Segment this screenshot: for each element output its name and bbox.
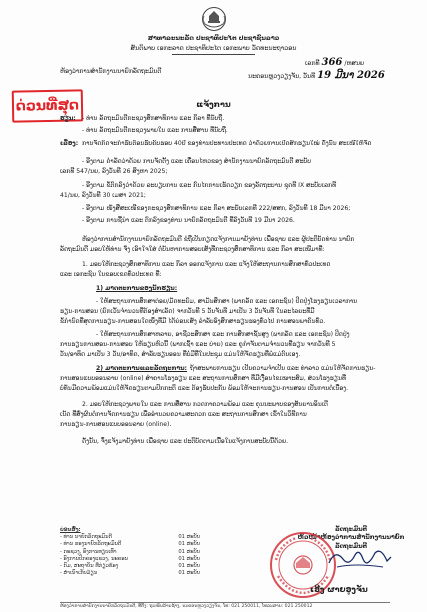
item1-line: ແລະ ເອກະຊົນ ໃນຂອບເຂດທົ່ວປະເທດ ທີ່: bbox=[60, 271, 162, 278]
signatory-name: ເອີງ ຜາຍອູງຈັນ bbox=[310, 585, 368, 594]
intro-line: ຫ້ອງວ່າການສຳນັກງານນາຍົກລັດຖະມົນຕີ ຂໍຖືເປັນກຽດແຈ້ງການມາຍັງທ່ານ ເພື່ອຊາບ ແລະ ຜູ້ປະຕິບັດທ່ານ ນາຍົກ bbox=[82, 236, 355, 243]
item1-2-line: ການສອນແບບອອນລາຍ (online) ສຳຄານໂຮງຮຽນ ແລະ ສະຖານການສຶກສາ ທີ່ມີເງື່ອນໄຂເໝາະສົມ, ສ່ວນໂຮງຮຽນທີ່ bbox=[60, 375, 346, 382]
closing-line: ດັ່ງນັ້ນ, ຈຶ່ງແຈ້ງມາຍັງທ່ານ ເພື່ອຊາບ ແລະ ປະຕິບັດຕາມເນື້ອໃນແຈ້ງການສະບັບນີ້ດ້ວຍ. bbox=[82, 438, 289, 445]
national-emblem-icon bbox=[200, 6, 228, 32]
item1-2-title: 2) ມາດຕະການແລະລັດຖະການ: bbox=[96, 365, 187, 372]
item1-1-line: ຮຽນ-ການສອນ (ຍົກເວັ້ນຈຳນວນທີ່ຕ້ອງສຳເລັດ) ຈາກວັນທີ 5 ວັນຈັນທີ ມາເປັນ 3 ວັນຈັນທີ ໃນລະໄລຍະທີ່ມີ bbox=[60, 308, 315, 315]
recipient-line: - ທ່ານ ລັດຖະມົນຕີກະຊວງພາຍໃນ ແລະ ການສື່ສານ ທີ່ນັບຖື. bbox=[82, 127, 228, 134]
item2-line: ເນັດ ທີ່ສົ່ງຜົນຕໍ່ການຈັດການຮຽນ ເພື່ອອຳນວຍຄວາມສະດວກ ແລະ ສະຖານການສຶກສາ ເຂົ້າໃນວິທີການ bbox=[60, 411, 307, 418]
handwritten-signature-icon bbox=[325, 545, 395, 573]
document-date: 19 ມີນາ 2026 bbox=[317, 70, 385, 81]
reference-line: - ອີງຕາມ ການຊີ້ນຳ ແລະ ຕົກລົງຂອງທ່ານ ນາຍົກລັດຖະມົນຕີ ທີ່ລົງວັນທີ 19 ມີນາ 2026. bbox=[82, 217, 295, 224]
item1-2-line: ຖ້າສະພາບການຮຽນ ເປັນຄວາມຈຳເປັນ ແລະ ທ່າລາວ ແມ່ນໃຫ້ຈັດການຮຽນ- bbox=[190, 365, 376, 372]
document-number: ເລກທີ 366 /ຫສນຍ bbox=[305, 57, 365, 68]
distribution-row: - ສຳເນົາເກັບມ້ຽນ 01 ສະບັບ bbox=[60, 570, 200, 577]
header-divider bbox=[172, 54, 255, 55]
reference-line: ເລກທີ 547/ນຍ, ລົງວັນທີ 26 ສິງຫາ 2025; bbox=[60, 168, 168, 175]
item1-line: 1. ມອບໃຫ້ກະຊວງສຶກສາທິການ ແລະ ກິລາ ອອກແຈ້ງການ ແລະ ແຈ້ງໃຫ້ສະຖານການສຶກສາທົ່ວປະເທດ bbox=[82, 261, 331, 268]
reference-line: 41/ນຍ, ລົງວັນທີ 30 ເມສາ 2021; bbox=[60, 192, 146, 199]
distribution-row: - ກະຊວງ, ອົງການທຽບເທົ່າ 01 ສະບັບ bbox=[60, 548, 200, 555]
distribution-list bbox=[60, 527, 200, 577]
country-name: ສາທາລະນະລັດ ປະຊາທິປະໄຕ ປະຊາຊົນລາວ bbox=[147, 34, 280, 42]
item1-1-line: ຂໍ້ກຳນົດທີ່ສຸດການຮຽນ-ການສອນໃດໜຶ່ງທີ່ມີ ໄດ້ຍ່ອນເສັງ ລຳລັບອົງສຶກສາຮຽນຮອງທົ່ວໄປ ການສອນພາຄົນທົ່ວ. bbox=[60, 318, 326, 325]
distribution-row: - ທ່ານ ນາຍົກລັດຖະມົນຕີ 01 ສະບັບ bbox=[60, 534, 200, 541]
reference-line: - ອີງຕາມ ໜັງສືສະເໜີຂອງກະຊວງສຶກສາທິການ ແລະ ກິລາ ສະບັບເລກທີ 222/ສສກ, ລົງວັນທີ 18 ມີນາ 2026; bbox=[82, 205, 351, 212]
item1-1-line: ວັນ/ອາທິດ ມາເປັນ 3 ວັນ/ອາທິດ, ສຳລັບຮຽນອອນ ທີ່ບໍ່ມີທີ່ໃນປະຊຸມ ແມ່ນໃຫ້ຈັດຮຽນທີ່ພໍ່ແມ່ຕົນເອງ. bbox=[60, 351, 301, 358]
distribution-row: - ກົມ, ສະຖາບັນ ທີ່ກ່ຽວຂ້ອງ 01 ສະບັບ bbox=[60, 563, 200, 570]
distribution-title: ບ່ອນສົ່ງ: bbox=[60, 527, 81, 533]
subject-text: ການຈັດກິດຈະກຳຮັບຕ້ອນຮັບຄົບຮອບ 40ປີ ຂອງທ່ານປະທານປະເທດ ວ່າດ້ວຍການເປີດສົກຮຽນໃໝ່ ດັ່ງນັ້ນ ສະເໜີໃຫ້ຈັດ bbox=[82, 140, 372, 147]
item1-1-title: 1) ມາດຕະການຂອງນັກຮຽນ: bbox=[96, 285, 178, 292]
document-title: ແຈ້ງການ bbox=[196, 100, 231, 109]
recipient-line: - ທ່ານ ລັດຖະມົນຕີກະຊວງສຶກສາທິການ ແລະ ກິລາ ທີ່ນັບຖື. bbox=[82, 115, 225, 122]
intro-line: ລັດຖະມົນຕີ ມອບໃຫ້ທ່ານ ຈົ່ງ ເອົາໃຈໃສ່ ຕໍ່ບັນຫາການສອບເສັງທີ່ກະຊວງສຶກສາທິການ ແລະ ກິລາ ສະເໜີມາທີ່: bbox=[60, 246, 325, 253]
urgent-stamp: ດ່ວນທີ່ສຸດ bbox=[12, 89, 84, 122]
reference-line: - ອີງຕາມ ດຳລັດວ່າດ້ວຍ ການຈັດຕັ້ງ ແລະ ເຄື່ອນໄຫວຂອງ ສຳນັກງານນາຍົກລັດຖະມົນຕີ ສະບັບ bbox=[82, 158, 312, 165]
reference-line: - ອີງຕາມ ຂໍ້ຕົກລົງວ່າດ້ວຍ ລະບຽບການ ແລະ ກົນໄກການເຮັດວຽກ ຂອງລັດຖະບານ ຊຸດທີ IX ສະບັບເລກທີ bbox=[82, 182, 337, 189]
signatory-title: ລັດຖະມົນຕີ ຫົວໜ້າຫ້ອງວ່າການສຳນັກງານນາຍົກລັດຖະມົນຕີ bbox=[297, 526, 405, 550]
distribution-row: - ອົງການປົກຄອງແຂວງ, ນະຄອນ 01 ສະບັບ bbox=[60, 555, 200, 562]
place-date: ນະຄອນຫຼວງວຽງຈັນ, ວັນທີ 19 ມີນາ 2026 bbox=[248, 70, 385, 81]
item1-1-line: - ໃຫ້ສະຖານການສຶກສາຕ່ອຍ/ມັດທະຍົມ, ສາມັນສຶກສາ (ພາກລັດ ແລະ ເອກະຊົນ) ປິດປຸ່ງໂຮງຮຽນເວລາການ bbox=[96, 298, 358, 305]
subject-label: ເລື່ອງ: bbox=[60, 140, 79, 147]
national-motto: ສັນຕິພາບ ເອກະລາດ ປະຊາທິປະໄຕ ເອກະພາບ ວັດທະນະຖາວອນ bbox=[130, 44, 297, 52]
page-footer: ຫ້ອງວ່າການສຳນັກງານນາຍົກລັດຖະມົນຕີ, ທີ່ຕັ້ງ: ຖະໜົນລ້ານຊ້າງ, ນະຄອນຫຼວງວຽງຈັນ, ໂທ: 021 250011, ໂທລະສານ: 021 250012 bbox=[60, 602, 390, 609]
issuing-office: ຫ້ອງວ່າການສຳນັກງານນາຍົກລັດຖະມົນຕີ bbox=[60, 68, 162, 75]
item1-2-line: ບໍ່ທັນມີຄວາມພ້ອມແມ່ນໃຫ້ຈັດຮຽນຕາມປົກກະຕິ ແລະ ຕ້ອງຮັບປະກັນ ພ້ອມໃຫ້ຈະການຮຽນ-ການສອນ ເປັນການຕໍ່ເນື່ອງ. bbox=[60, 385, 349, 392]
item2-line: 2. ມອບໃຫ້ກະຊວງພາຍໃນ ແລະ ການສື່ສານ ກວດກາຄວາມພ້ອມ ແລະ ຄຸນນະພາບຂອງສັນຍານອິນເຕີ bbox=[82, 401, 328, 408]
item1-1-line: - ໃຫ້ສະຖານການສຶກສາຫລາຍ, ອາຊີວະສຶກສາ ແລະ ການສຶກສາຊັ້ນສູງ (ພາກລັດ ແລະ ເອກະຊົນ) ປິດປຸ່ງ bbox=[96, 331, 350, 338]
item1-1-line: ການຮຽນການສອນ-ການສອບ ໃຫ້ຮຽນຫົວນີ້ (ພາກເຊົ້າ ແລະ ບ່າຍ) ແລະ ຄູກຳຈັນຕາມຈຳນວນທີ່ຮຽນ ຈາກວັນທີ 5 bbox=[60, 341, 336, 348]
recipients-label: ຮຽນ: bbox=[60, 115, 76, 122]
distribution-row: - ທ່ານ ຮອງນາຍົກລັດຖະມົນຕີ 01 ສະບັບ bbox=[60, 541, 200, 548]
item2-line: ການຮຽນ-ການສອນແບບອອນລາຍ (online). bbox=[60, 421, 172, 428]
document-number-value: 366 bbox=[321, 57, 343, 68]
